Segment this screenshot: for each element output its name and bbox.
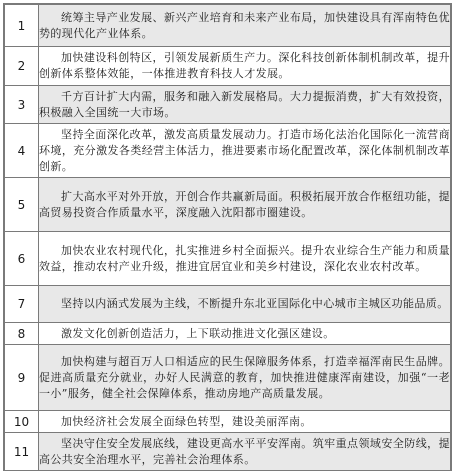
table-row <box>5 232 451 286</box>
row-text: 激发文化创新创造活力，上下联动推进文化强区建设。 <box>39 323 451 345</box>
table-row <box>5 411 451 433</box>
table-row <box>5 433 451 471</box>
table-row <box>5 323 451 345</box>
row-number: 2 <box>5 47 39 86</box>
row-number: 5 <box>5 178 39 232</box>
priorities-table-frame <box>3 3 452 471</box>
row-number: 8 <box>5 323 39 345</box>
table-row <box>5 86 451 124</box>
row-text: 加快农业农村现代化，扎实推进乡村全面振兴。提升农业综合生产能力和质量效益，推动农村产业升级，推进宜居宜业和美乡村建设，深化农业农村改革。 <box>39 232 451 286</box>
row-number: 4 <box>5 124 39 178</box>
priorities-table <box>4 4 451 471</box>
row-number: 10 <box>5 411 39 433</box>
row-text: 加快经济社会发展全面绿色转型，建设美丽浑南。 <box>39 411 451 433</box>
table-row <box>5 5 451 47</box>
row-number: 7 <box>5 286 39 323</box>
row-number: 3 <box>5 86 39 124</box>
row-text: 千方百计扩大内需，服务和融入新发展格局。大力提振消费，扩大有效投资，积极融入全国统一大市场。 <box>39 86 451 124</box>
row-text: 坚决守住安全发展底线，建设更高水平平安浑南。筑牢重点领域安全防线，提高公共安全治理水平，完善社会治理体系。 <box>39 433 451 471</box>
row-number: 9 <box>5 345 39 411</box>
row-text: 坚持以内涵式发展为主线，不断提升东北亚国际化中心城市主城区功能品质。 <box>39 286 451 323</box>
row-text: 加快构建与超百万人口相适应的民生保障服务体系，打造幸福浑南民生品牌。促进高质量充分就业，办好人民满意的教育，加快推进健康浑南建设，加强“一老一小”服务，健全社会保障体系，推动房地产高质量发展。 <box>39 345 451 411</box>
row-number: 11 <box>5 433 39 471</box>
row-text: 加快建设科创特区，引领发展新质生产力。深化科技创新体制机制改革，提升创新体系整体效能，一体推进教育科技人才发展。 <box>39 47 451 86</box>
row-number: 6 <box>5 232 39 286</box>
table-row <box>5 345 451 411</box>
table-row <box>5 47 451 86</box>
table-row <box>5 286 451 323</box>
row-text: 坚持全面深化改革，激发高质量发展动力。打造市场化法治化国际化一流营商环境，充分激发各类经营主体活力，推进要素市场化配置改革，深化体制机制改革创新。 <box>39 124 451 178</box>
table-row <box>5 124 451 178</box>
row-number: 1 <box>5 5 39 47</box>
row-text: 扩大高水平对外开放，开创合作共赢新局面。积极拓展开放合作枢纽功能，提高贸易投资合作质量水平，深度融入沈阳都市圈建设。 <box>39 178 451 232</box>
row-text: 统筹主导产业发展、新兴产业培育和未来产业布局，加快建设具有浑南特色优势的现代化产业体系。 <box>39 5 451 47</box>
table-row <box>5 178 451 232</box>
